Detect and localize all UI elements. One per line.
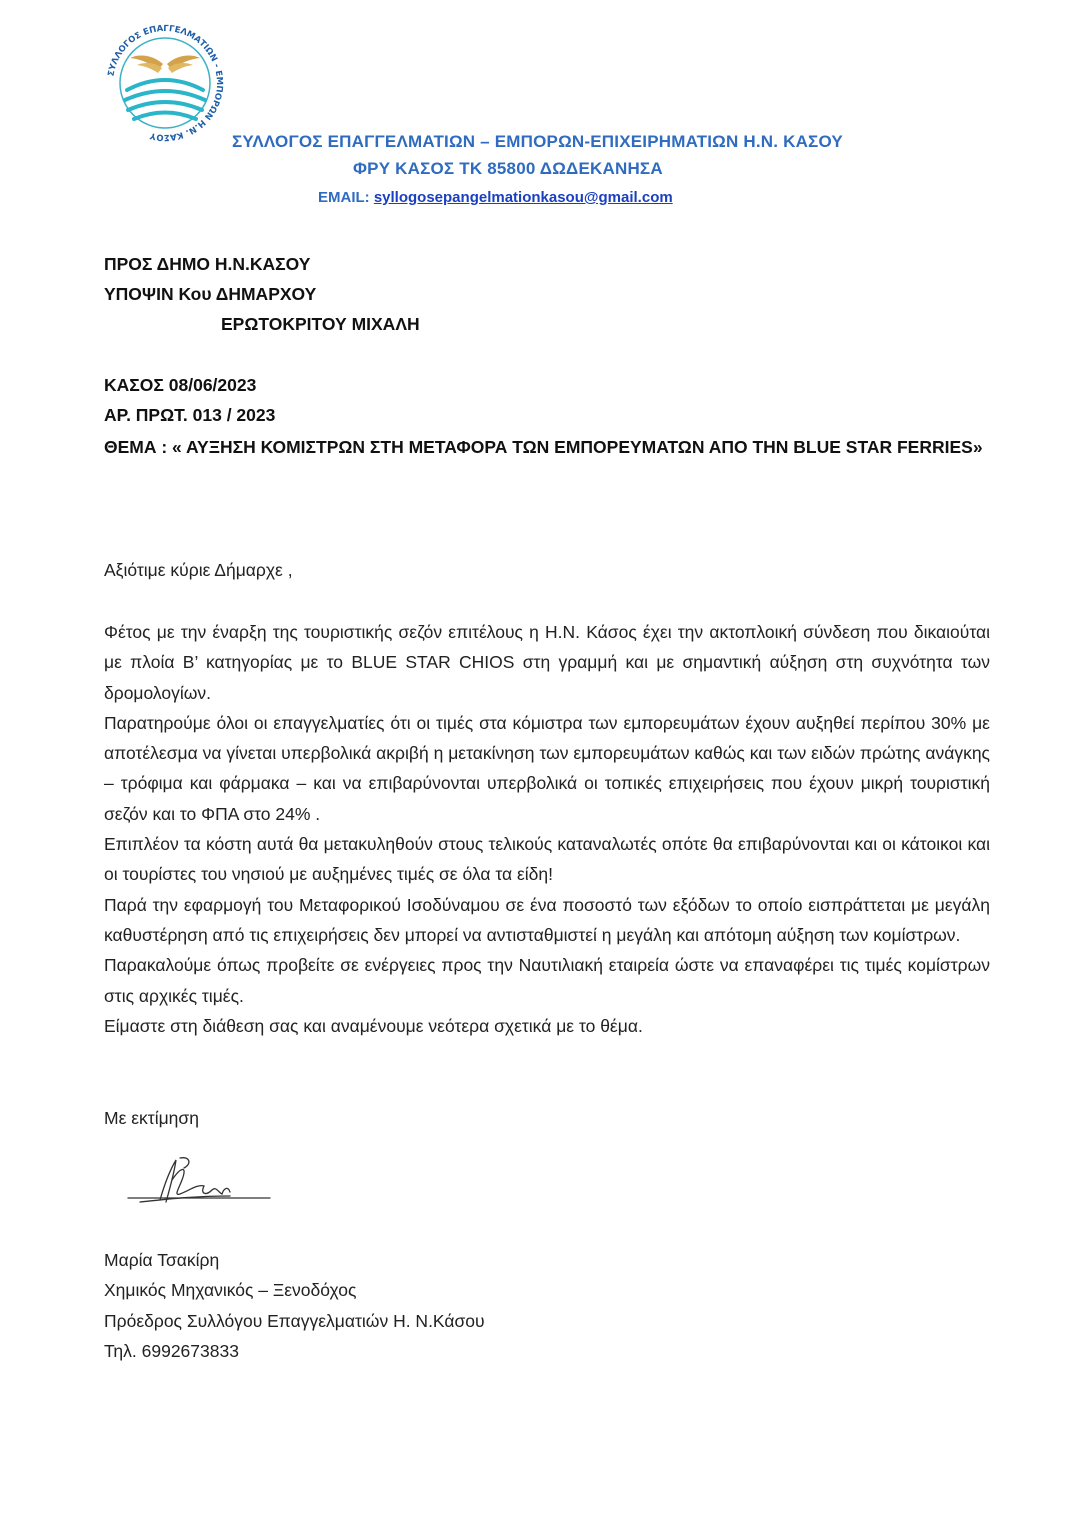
salutation: Αξιότιμε κύριε Δήμαρχε , [104, 560, 293, 580]
recipient-line-2: ΥΠΟΨΙΝ Κου ΔΗΜΑΡΧΟΥ [104, 284, 317, 304]
body-paragraph: Φέτος με την έναρξη της τουριστικής σεζόν επιτέλους η Η.Ν. Κάσος έχει την ακτοπλοική σύνδεση που δικαιούται με πλοία Β’ κατηγορίας με το BLUE STAR CHIOS στη γραμμή και με σημαντική αύξηση στη συχνότητα των δρομολογίων. [104, 622, 990, 703]
protocol-number: ΑΡ. ΠΡΩΤ. 013 / 2023 [104, 405, 276, 425]
closing: Με εκτίμηση [104, 1108, 199, 1128]
letter-body [104, 617, 990, 1041]
letter-subject: ΘΕΜΑ : « ΑΥΞΗΣΗ ΚΟΜΙΣΤΡΩΝ ΣΤΗ ΜΕΤΑΦΟΡΑ ΤΩΝ ΕΜΠΟΡΕΥΜΑΤΩΝ ΑΠΟ ΤΗΝ BLUE STAR FERRIES» [104, 437, 983, 457]
svg-text:ΣΥΛΛΟΓΟΣ ΕΠΑΓΓΕΛΜΑΤΙΩΝ - ΕΜΠΟΡ [106, 24, 224, 142]
body-paragraph: Παρακαλούμε όπως προβείτε σε ενέργειες προς την Ναυτιλιακή εταιρεία ώστε να επαναφέρει τις τιμές κομίστρων στις αρχικές τιμές. [104, 955, 990, 1006]
recipient-line-1: ΠΡΟΣ ΔΗΜΟ Η.Ν.ΚΑΣΟΥ [104, 254, 311, 274]
signatory-profession: Χημικός Μηχανικός – Ξενοδόχος [104, 1280, 357, 1300]
body-paragraph: Είμαστε στη διάθεση σας και αναμένουμε νεότερα σχετικά με το θέμα. [104, 1015, 643, 1036]
association-logo [100, 18, 230, 148]
email-link[interactable]: syllogosepangelmationkasou@gmail.com [373, 189, 673, 206]
email-label: EMAIL: [318, 189, 374, 206]
body-paragraph: Παρατηρούμε όλοι οι επαγγελματίες ότι οι τιμές στα κόμιστρα των εμπορευμάτων έχουν αυξηθεί περίπου 30% με αποτέλεσμα να γίνεται υπερβολικά ακριβή η μετακίνηση των εμπορευμάτων καθώς και των ειδών πρώτης ανάγκης – τρόφιμα και φάρμακα – και να επιβαρύνονται υπερβολικά οι τοπικές επιχειρήσεις που έχουν μικρή τουριστική σεζόν και το ΦΠΑ στο 24% . [104, 712, 990, 824]
signatory-phone: Τηλ. 6992673833 [104, 1341, 239, 1361]
email-line [318, 189, 673, 206]
signatory-role: Πρόεδρος Συλλόγου Επαγγελματιών Η. Ν.Κάσου [104, 1311, 485, 1331]
waves-icon [125, 80, 205, 119]
wings-icon [130, 56, 200, 73]
signatory-name: Μαρία Τσακίρη [104, 1250, 220, 1270]
logo-ring-text: ΣΥΛΛΟΓΟΣ ΕΠΑΓΓΕΛΜΑΤΙΩΝ - ΕΜΠΟΡΩΝ Η.Ν. ΚΑΣΟΥ [106, 23, 225, 143]
letter-date: ΚΑΣΟΣ 08/06/2023 [104, 375, 257, 395]
organization-address: ΦΡΥ ΚΑΣΟΣ ΤΚ 85800 ΔΩΔΕΚΑΝΗΣΑ [353, 159, 663, 178]
organization-name: ΣΥΛΛΟΓΟΣ ΕΠΑΓΓΕΛΜΑΤΙΩΝ – ΕΜΠΟΡΩΝ-ΕΠΙΧΕΙΡΗΜΑΤΙΩΝ Η.Ν. ΚΑΣΟΥ [232, 132, 843, 151]
body-paragraph: Παρά την εφαρμογή του Μεταφορικού Ισοδύναμου σε ένα ποσοστό των εξόδων το οποίο εισπράττεται με μεγάλη καθυστέρηση από τις επιχειρήσεις δεν μπορεί να αντισταθμιστεί η μεγάλη και απότομη αύξηση των κομίστρων. [104, 894, 990, 945]
recipient-line-3: ΕΡΩΤΟΚΡΙΤΟΥ ΜΙΧΑΛΗ [221, 314, 420, 334]
body-paragraph: Επιπλέον τα κόστη αυτά θα μετακυληθούν στους τελικούς καταναλωτές οπότε θα επιβαρύνονται και οι κάτοικοι και οι τουρίστες του νησιού με αυξημένες τιμές σε όλα τα είδη! [104, 834, 990, 885]
handwritten-signature [120, 1150, 280, 1220]
